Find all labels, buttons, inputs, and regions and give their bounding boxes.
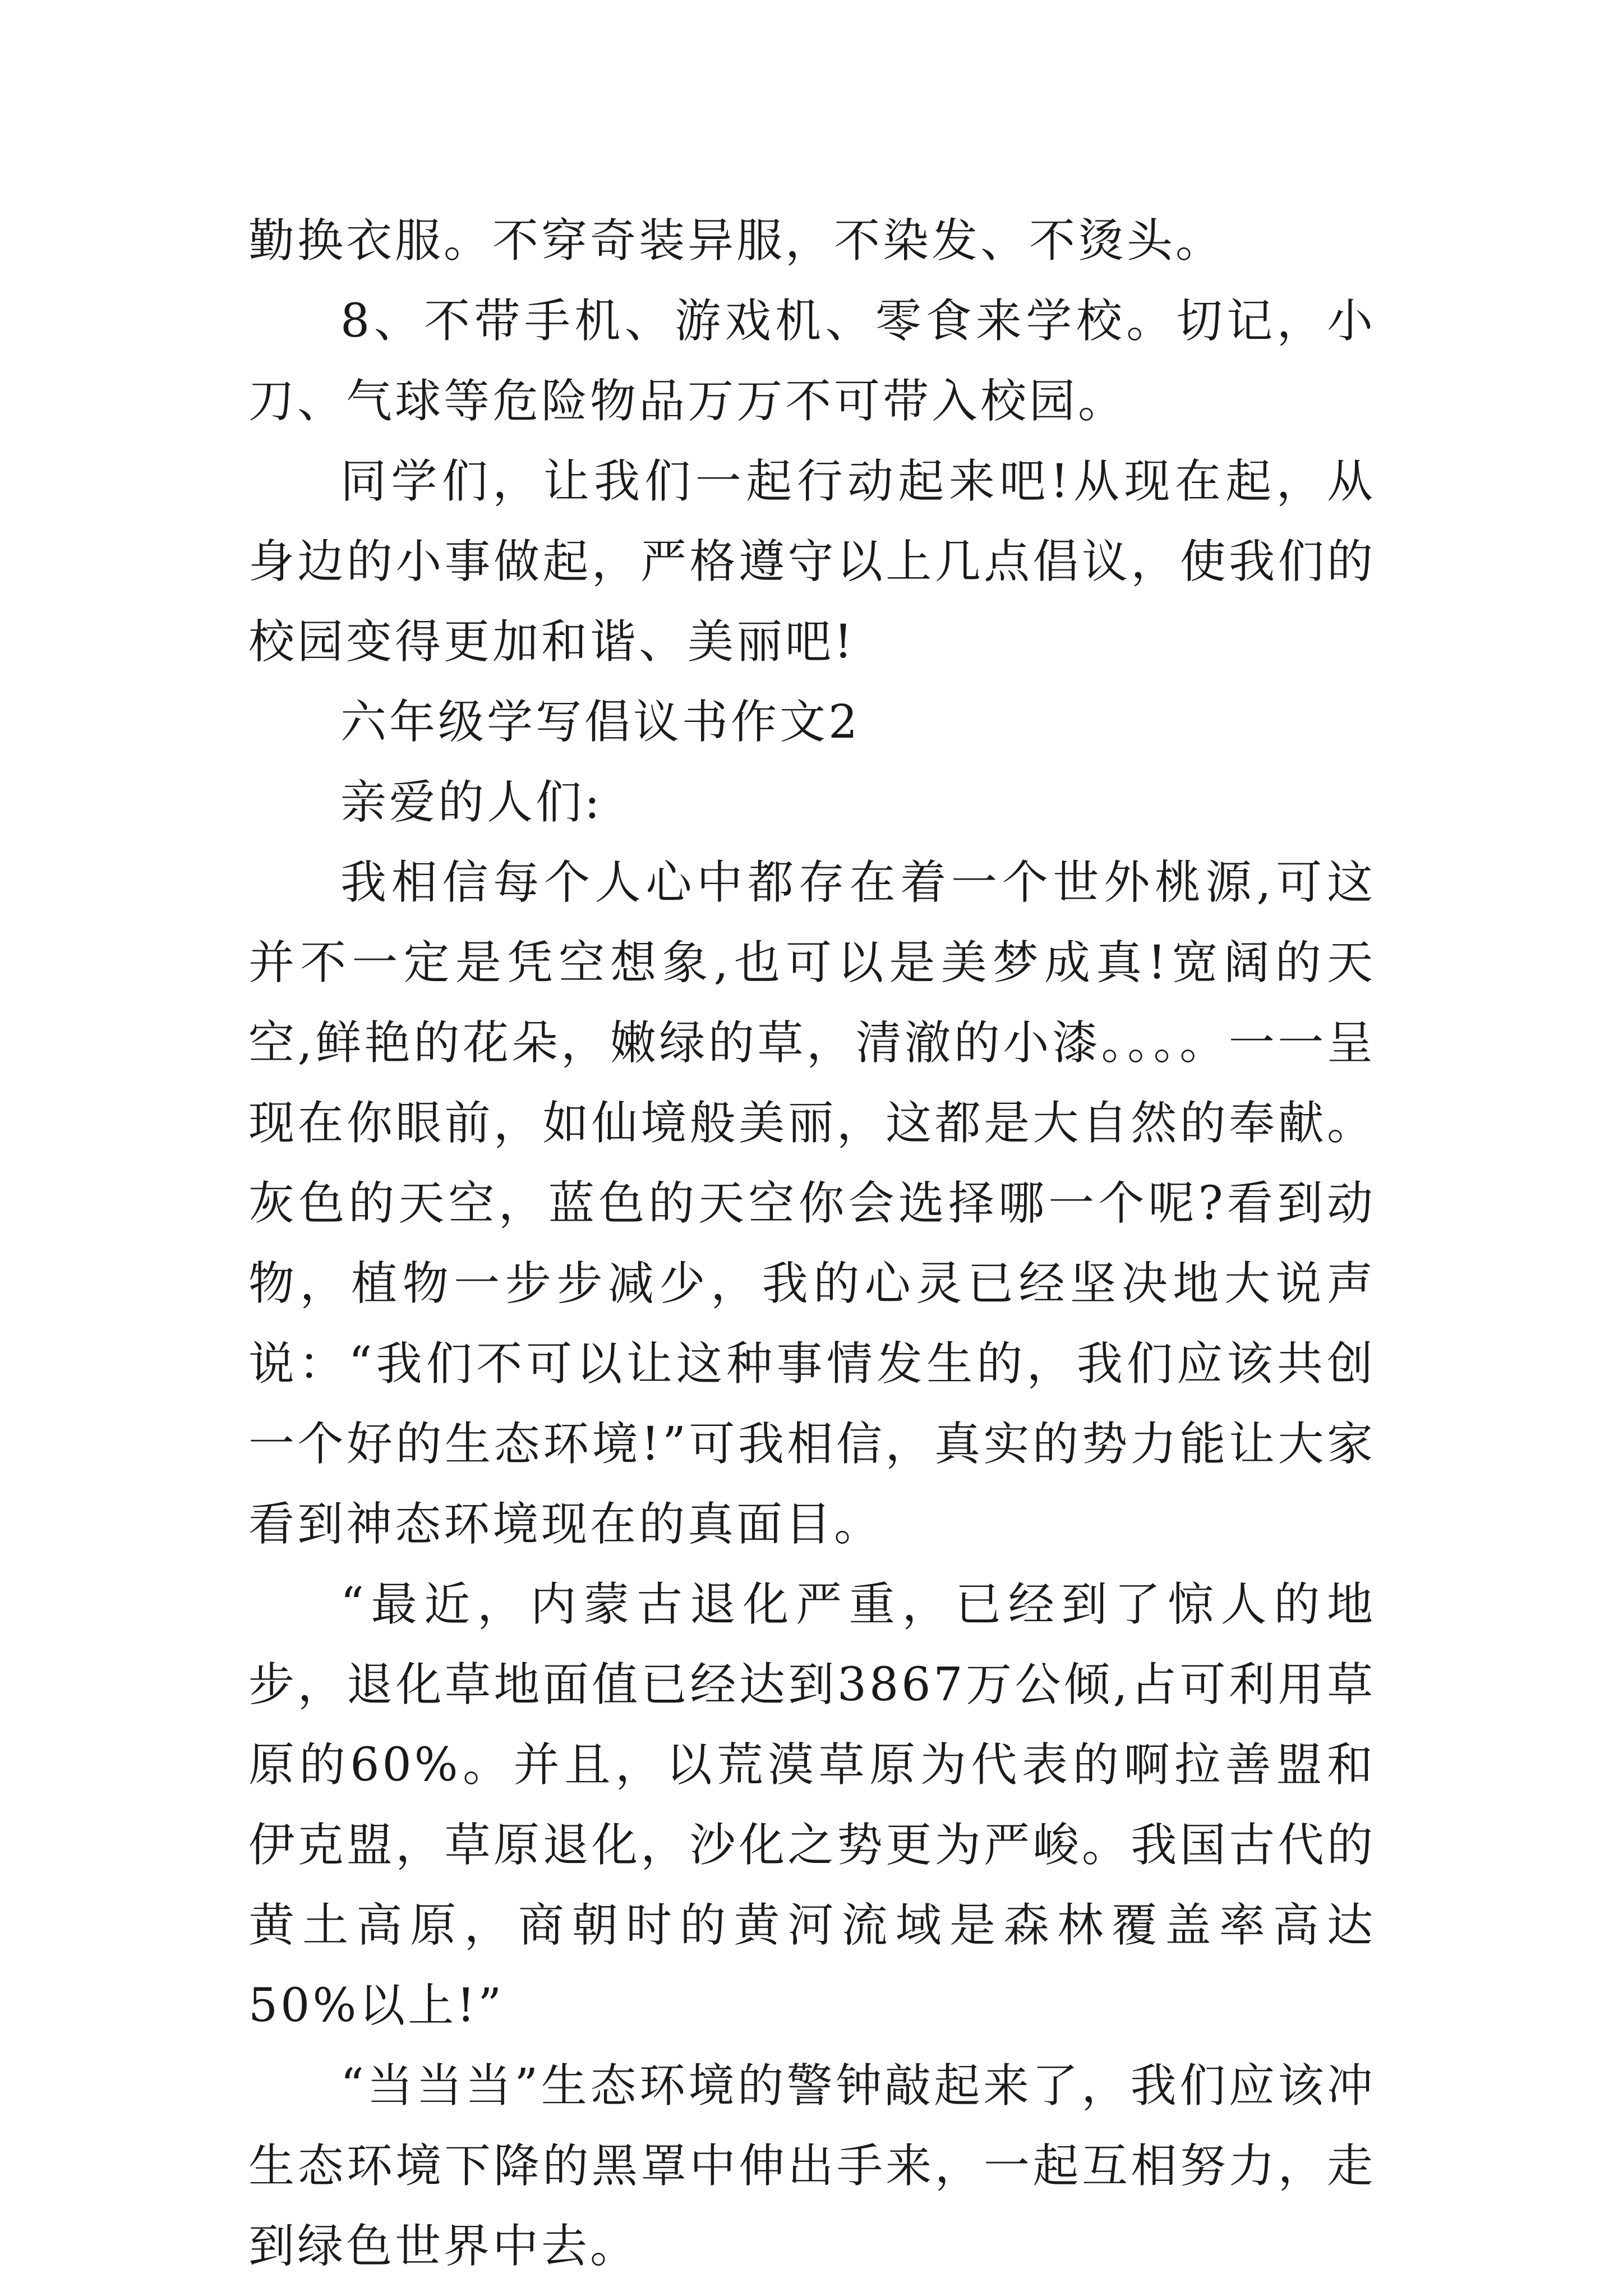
paragraph: “最近，内蒙古退化严重，已经到了惊人的地步，退化草地面值已经达到3867万公倾,占可利用草原的60%。并且，以荒漠草原为代表的啊拉善盟和伊克盟，草原退化，沙化之势更为严峻。我国古代的黄土高原，商朝时的黄河流域是森林覆盖率高达50%以上!” <box>248 1578 1376 2032</box>
paragraph: 同学们，让我们一起行动起来吧!从现在起，从身边的小事做起，严格遵守以上几点倡议，使我们的校园变得更加和谐、美丽吧! <box>248 455 1376 669</box>
paragraph: 8、不带手机、游戏机、零食来学校。切记，小刀、气球等危险物品万万不可带入校园。 <box>248 295 1376 428</box>
document-body <box>248 201 1376 2286</box>
paragraph: 勤换衣服。不穿奇装异服，不染发、不烫头。 <box>248 214 1225 268</box>
paragraph: 我相信每个人心中都存在着一个世外桃源,可这并不一定是凭空想象,也可以是美梦成真!宽阔的天空,鲜艳的花朵，嫩绿的草，清澈的小漆。。。。一一呈现在你眼前，如仙境般美丽，这都是大自然的奉献。灰色的天空，蓝色的天空你会选择哪一个呢?看到动物，植物一步步减少，我的心灵已经坚决地大说声说：“我们不可以让这种事情发生的，我们应该共创一个好的生态环境!”可我相信，真实的势力能让大家看到神态环境现在的真面目。 <box>248 856 1376 1551</box>
salutation: 亲爱的人们: <box>340 776 603 829</box>
paragraph: “当当当”生态环境的警钟敲起来了，我们应该冲生态环境下降的黑罩中伸出手来，一起互相努力，走到绿色世界中去。 <box>248 2059 1376 2273</box>
section-heading: 六年级学写倡议书作文2 <box>340 696 861 749</box>
